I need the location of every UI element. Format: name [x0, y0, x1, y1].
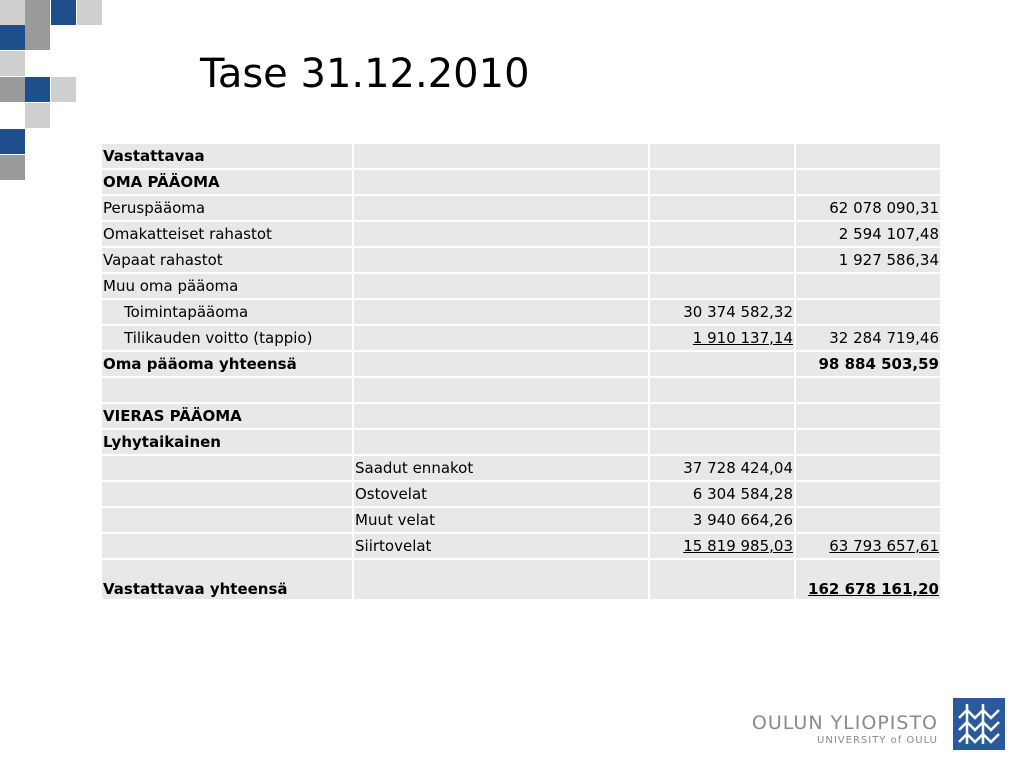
table-row — [101, 143, 941, 169]
university-subtitle: UNIVERSITY of OULU — [817, 735, 938, 746]
total-amount — [795, 481, 941, 507]
sub-amount — [649, 559, 795, 600]
table-row — [101, 377, 941, 403]
total-amount — [795, 169, 941, 195]
row-label: VIERAS PÄÄOMA — [101, 403, 353, 429]
total-amount: 1 927 586,34 — [795, 247, 941, 273]
row-label — [101, 507, 353, 533]
table-row — [101, 533, 941, 559]
row-label: Muu oma pääoma — [101, 273, 353, 299]
total-amount: 98 884 503,59 — [795, 351, 941, 377]
table-row — [101, 481, 941, 507]
sub-amount — [649, 221, 795, 247]
sub-amount: 3 940 664,26 — [649, 507, 795, 533]
row-label: Tilikauden voitto (tappio) — [101, 325, 353, 351]
sub-amount — [649, 195, 795, 221]
sub-label — [353, 195, 649, 221]
table-row — [101, 247, 941, 273]
row-label: Vapaat rahastot — [101, 247, 353, 273]
row-label: OMA PÄÄOMA — [101, 169, 353, 195]
sub-label — [353, 273, 649, 299]
total-amount — [795, 455, 941, 481]
table-row — [101, 325, 941, 351]
total-amount — [795, 559, 941, 600]
sub-label: Ostovelat — [353, 481, 649, 507]
total-amount — [795, 377, 941, 403]
table-row — [101, 429, 941, 455]
row-label — [101, 455, 353, 481]
row-label — [101, 377, 353, 403]
table-row — [101, 195, 941, 221]
sub-label: Saadut ennakot — [353, 455, 649, 481]
sub-amount: 6 304 584,28 — [649, 481, 795, 507]
row-label: Peruspääoma — [101, 195, 353, 221]
sub-label — [353, 247, 649, 273]
sub-label: Siirtovelat — [353, 533, 649, 559]
sub-amount — [649, 377, 795, 403]
sub-amount — [649, 533, 795, 559]
university-name: OULUN YLIOPISTO — [751, 712, 938, 734]
sub-amount: 30 374 582,32 — [649, 299, 795, 325]
total-amount — [795, 533, 941, 559]
sub-amount — [649, 325, 795, 351]
total-amount — [795, 273, 941, 299]
total-amount: 32 284 719,46 — [795, 325, 941, 351]
sub-label — [353, 429, 649, 455]
table-row — [101, 455, 941, 481]
sub-amount — [649, 351, 795, 377]
row-label: Vastattavaa — [101, 143, 353, 169]
row-label — [101, 481, 353, 507]
sub-label — [353, 377, 649, 403]
grand-total-text: 162 678 161,20 — [808, 580, 939, 598]
slide-title: Tase 31.12.2010 — [200, 51, 530, 97]
table-row — [101, 299, 941, 325]
sub-label — [353, 403, 649, 429]
total-amount: 2 594 107,48 — [795, 221, 941, 247]
table-row — [101, 273, 941, 299]
table-row — [101, 559, 941, 600]
sub-label: Muut velat — [353, 507, 649, 533]
sub-label — [353, 143, 649, 169]
total-amount — [795, 403, 941, 429]
table-row — [101, 403, 941, 429]
sub-amount — [649, 143, 795, 169]
total-amount: 62 078 090,31 — [795, 195, 941, 221]
total-amount — [795, 429, 941, 455]
row-label: Omakatteiset rahastot — [101, 221, 353, 247]
total-amount — [795, 507, 941, 533]
sub-label — [353, 299, 649, 325]
balance-sheet-table — [100, 142, 942, 601]
sub-amount — [649, 273, 795, 299]
sub-label — [353, 559, 649, 600]
table-row — [101, 351, 941, 377]
row-label: Vastattavaa yhteensä — [101, 559, 353, 600]
sub-amount — [649, 403, 795, 429]
total-amount — [795, 299, 941, 325]
row-label: Toimintapääoma — [101, 299, 353, 325]
sub-label — [353, 351, 649, 377]
table-row — [101, 221, 941, 247]
sub-amount-text: 1 910 137,14 — [692, 329, 793, 347]
sub-label — [353, 169, 649, 195]
sub-amount-text: 15 819 985,03 — [683, 537, 793, 555]
sub-amount — [649, 429, 795, 455]
total-amount — [795, 143, 941, 169]
sub-amount — [649, 169, 795, 195]
table-row — [101, 507, 941, 533]
sub-amount: 37 728 424,04 — [649, 455, 795, 481]
sub-amount — [649, 247, 795, 273]
sub-label — [353, 325, 649, 351]
table-row — [101, 169, 941, 195]
row-label: Lyhytaikainen — [101, 429, 353, 455]
total-amount-text: 63 793 657,61 — [829, 537, 939, 555]
row-label — [101, 533, 353, 559]
sub-label — [353, 221, 649, 247]
row-label: Oma pääoma yhteensä — [101, 351, 353, 377]
university-logo-icon — [953, 698, 1005, 750]
university-logo-text — [752, 712, 938, 748]
